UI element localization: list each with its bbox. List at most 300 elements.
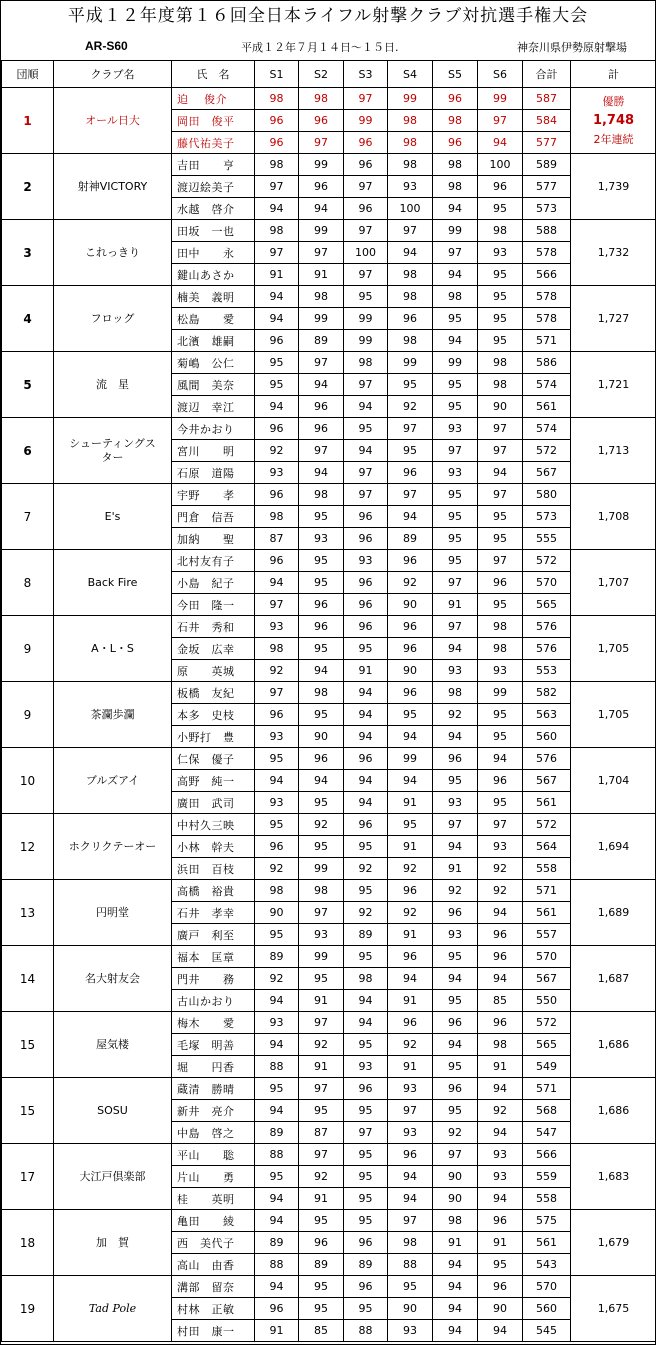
series-score: 90 <box>388 1298 433 1320</box>
series-score: 98 <box>478 638 523 660</box>
shooter-total: 547 <box>523 1122 571 1144</box>
shooter-total: 589 <box>523 154 571 176</box>
series-score: 97 <box>299 902 344 924</box>
series-score: 96 <box>388 946 433 968</box>
header-s2: S2 <box>299 61 344 88</box>
series-score: 96 <box>388 638 433 660</box>
series-score: 97 <box>344 264 388 286</box>
shooter-name: 高橋 裕貴 <box>172 880 255 902</box>
series-score: 95 <box>433 1100 478 1122</box>
team-total: 1,739 <box>597 180 630 193</box>
series-score: 98 <box>478 1034 523 1056</box>
series-score: 94 <box>255 990 299 1012</box>
series-score: 96 <box>433 902 478 924</box>
series-score: 96 <box>478 572 523 594</box>
series-score: 95 <box>433 990 478 1012</box>
series-score: 93 <box>388 1122 433 1144</box>
team-total: 1,686 <box>597 1038 630 1051</box>
series-score: 94 <box>388 1166 433 1188</box>
shooter-total: 560 <box>523 726 571 748</box>
series-score: 97 <box>433 440 478 462</box>
series-score: 95 <box>388 440 433 462</box>
series-score: 95 <box>478 308 523 330</box>
series-score: 95 <box>433 550 478 572</box>
shooter-total: 577 <box>523 176 571 198</box>
series-score: 97 <box>478 110 523 132</box>
shooter-name: 今田 隆一 <box>172 594 255 616</box>
series-score: 93 <box>478 836 523 858</box>
shooter-name: 迫 俊介 <box>172 88 255 110</box>
series-score: 97 <box>344 374 388 396</box>
series-score: 95 <box>255 1166 299 1188</box>
series-score: 97 <box>255 176 299 198</box>
series-score: 96 <box>299 110 344 132</box>
shooter-name: 宮川 明 <box>172 440 255 462</box>
series-score: 94 <box>255 1210 299 1232</box>
series-score: 95 <box>433 396 478 418</box>
series-score: 97 <box>478 440 523 462</box>
club-name: Tad Pole <box>54 1276 172 1342</box>
series-score: 96 <box>255 132 299 154</box>
shooter-total: 568 <box>523 1100 571 1122</box>
team-total-cell <box>571 616 656 682</box>
shooter-name: 毛塚 明善 <box>172 1034 255 1056</box>
series-score: 91 <box>344 660 388 682</box>
series-score: 94 <box>388 1188 433 1210</box>
series-score: 96 <box>344 572 388 594</box>
series-score: 91 <box>388 1056 433 1078</box>
series-score: 99 <box>299 946 344 968</box>
shooter-name: 楠美 義明 <box>172 286 255 308</box>
series-score: 98 <box>388 110 433 132</box>
series-score: 93 <box>344 550 388 572</box>
series-score: 94 <box>388 242 433 264</box>
shooter-total: 571 <box>523 880 571 902</box>
series-score: 98 <box>478 220 523 242</box>
shooter-total: 582 <box>523 682 571 704</box>
series-score: 97 <box>478 550 523 572</box>
series-score: 95 <box>478 594 523 616</box>
series-score: 87 <box>255 528 299 550</box>
shooter-name: 松島 愛 <box>172 308 255 330</box>
series-score: 93 <box>433 792 478 814</box>
club-name: 円明堂 <box>54 880 172 946</box>
shooter-total: 567 <box>523 462 571 484</box>
series-score: 95 <box>478 528 523 550</box>
series-score: 97 <box>433 616 478 638</box>
series-score: 91 <box>388 990 433 1012</box>
series-score: 98 <box>388 264 433 286</box>
header-s5: S5 <box>433 61 478 88</box>
shooter-name: 菊嶋 公仁 <box>172 352 255 374</box>
team-total-cell <box>571 1012 656 1078</box>
series-score: 96 <box>255 330 299 352</box>
series-score: 89 <box>388 528 433 550</box>
series-score: 97 <box>388 484 433 506</box>
series-score: 96 <box>299 396 344 418</box>
series-score: 91 <box>299 264 344 286</box>
series-score: 98 <box>255 506 299 528</box>
series-score: 98 <box>433 1210 478 1232</box>
shooter-total: 555 <box>523 528 571 550</box>
shooter-name: 亀田 綾 <box>172 1210 255 1232</box>
team-total: 1,704 <box>597 774 630 787</box>
team-rank: 1 <box>2 88 54 154</box>
header-club: クラブ名 <box>54 61 172 88</box>
shooter-name: 藤代祐美子 <box>172 132 255 154</box>
club-name: A・L・S <box>54 616 172 682</box>
team-total: 1,689 <box>597 906 630 919</box>
series-score: 95 <box>388 704 433 726</box>
series-score: 92 <box>255 858 299 880</box>
table-row <box>2 748 656 770</box>
series-score: 97 <box>478 484 523 506</box>
series-score: 99 <box>388 88 433 110</box>
series-score: 96 <box>344 132 388 154</box>
series-score: 96 <box>255 110 299 132</box>
shooter-name: 廣戸 利至 <box>172 924 255 946</box>
team-total: 1,707 <box>597 576 630 589</box>
series-score: 98 <box>344 968 388 990</box>
shooter-name: 堀 円香 <box>172 1056 255 1078</box>
series-score: 95 <box>478 506 523 528</box>
series-score: 96 <box>344 748 388 770</box>
series-score: 93 <box>478 660 523 682</box>
shooter-total: 561 <box>523 902 571 924</box>
shooter-name: 岡田 俊平 <box>172 110 255 132</box>
shooter-total: 572 <box>523 550 571 572</box>
series-score: 92 <box>299 1034 344 1056</box>
series-score: 94 <box>344 1012 388 1034</box>
series-score: 97 <box>299 1144 344 1166</box>
series-score: 99 <box>388 748 433 770</box>
series-score: 95 <box>344 880 388 902</box>
series-score: 95 <box>299 836 344 858</box>
event-category: AR-S60 <box>85 39 128 53</box>
team-rank: 19 <box>2 1276 54 1342</box>
shooter-total: 553 <box>523 660 571 682</box>
table-row <box>2 550 656 572</box>
team-total: 1,748 <box>592 113 635 128</box>
series-score: 94 <box>478 132 523 154</box>
series-score: 90 <box>478 1298 523 1320</box>
team-total-cell <box>571 484 656 550</box>
series-score: 96 <box>344 1232 388 1254</box>
series-score: 92 <box>478 1100 523 1122</box>
table-row <box>2 1276 656 1298</box>
series-score: 94 <box>478 1078 523 1100</box>
series-score: 94 <box>344 682 388 704</box>
series-score: 90 <box>478 396 523 418</box>
series-score: 88 <box>344 1320 388 1342</box>
series-score: 90 <box>388 594 433 616</box>
series-score: 96 <box>388 616 433 638</box>
shooter-name: 石井 孝幸 <box>172 902 255 924</box>
series-score: 95 <box>433 770 478 792</box>
series-score: 94 <box>478 968 523 990</box>
series-score: 91 <box>299 990 344 1012</box>
series-score: 95 <box>255 924 299 946</box>
shooter-total: 545 <box>523 1320 571 1342</box>
series-score: 97 <box>388 220 433 242</box>
series-score: 95 <box>255 1078 299 1100</box>
shooter-total: 584 <box>523 110 571 132</box>
team-total: 1,686 <box>597 1104 630 1117</box>
series-score: 92 <box>433 1122 478 1144</box>
shooter-total: 586 <box>523 352 571 374</box>
shooter-total: 576 <box>523 638 571 660</box>
series-score: 100 <box>344 242 388 264</box>
team-rank: 10 <box>2 748 54 814</box>
shooter-name: 石原 道陽 <box>172 462 255 484</box>
team-total-cell <box>571 814 656 880</box>
series-score: 94 <box>299 198 344 220</box>
shooter-total: 558 <box>523 858 571 880</box>
header-name: 氏 名 <box>172 61 255 88</box>
shooter-name: 金坂 広幸 <box>172 638 255 660</box>
series-score: 94 <box>478 1122 523 1144</box>
series-score: 95 <box>299 1100 344 1122</box>
series-score: 96 <box>344 1078 388 1100</box>
series-score: 96 <box>255 836 299 858</box>
series-score: 95 <box>299 704 344 726</box>
series-score: 93 <box>255 792 299 814</box>
series-score: 91 <box>255 264 299 286</box>
series-score: 94 <box>344 726 388 748</box>
series-score: 95 <box>344 1166 388 1188</box>
team-rank: 17 <box>2 1144 54 1210</box>
series-score: 94 <box>344 396 388 418</box>
series-score: 91 <box>255 1320 299 1342</box>
series-score: 95 <box>478 1254 523 1276</box>
series-score: 94 <box>299 660 344 682</box>
series-score: 95 <box>344 418 388 440</box>
series-score: 96 <box>255 704 299 726</box>
series-score: 100 <box>388 198 433 220</box>
series-score: 96 <box>478 1210 523 1232</box>
club-name: E's <box>54 484 172 550</box>
shooter-total: 578 <box>523 242 571 264</box>
shooter-total: 560 <box>523 1298 571 1320</box>
series-score: 85 <box>478 990 523 1012</box>
shooter-total: 576 <box>523 616 571 638</box>
series-score: 95 <box>433 374 478 396</box>
shooter-total: 574 <box>523 374 571 396</box>
series-score: 94 <box>478 462 523 484</box>
series-score: 96 <box>299 1232 344 1254</box>
series-score: 98 <box>255 154 299 176</box>
series-score: 96 <box>299 616 344 638</box>
shooter-name: 北村友有子 <box>172 550 255 572</box>
shooter-name: 田坂 一也 <box>172 220 255 242</box>
series-score: 91 <box>478 1232 523 1254</box>
shooter-name: 桂 英明 <box>172 1188 255 1210</box>
table-row <box>2 682 656 704</box>
series-score: 92 <box>344 858 388 880</box>
series-score: 95 <box>344 1144 388 1166</box>
series-score: 96 <box>478 770 523 792</box>
series-score: 91 <box>478 1056 523 1078</box>
series-score: 97 <box>299 440 344 462</box>
shooter-name: 村田 康一 <box>172 1320 255 1342</box>
shooter-name: 高野 純一 <box>172 770 255 792</box>
series-score: 95 <box>433 506 478 528</box>
series-score: 94 <box>255 572 299 594</box>
series-score: 96 <box>478 924 523 946</box>
series-score: 95 <box>299 968 344 990</box>
team-total-cell <box>571 1210 656 1276</box>
series-score: 98 <box>433 682 478 704</box>
header-team-total: 計 <box>571 61 656 88</box>
series-score: 96 <box>344 1276 388 1298</box>
series-score: 98 <box>478 352 523 374</box>
series-score: 93 <box>299 924 344 946</box>
team-total: 1,713 <box>597 444 630 457</box>
series-score: 96 <box>388 1012 433 1034</box>
header-s4: S4 <box>388 61 433 88</box>
series-score: 96 <box>433 1012 478 1034</box>
series-score: 94 <box>433 968 478 990</box>
series-score: 95 <box>478 330 523 352</box>
team-total: 1,705 <box>597 642 630 655</box>
series-score: 98 <box>478 374 523 396</box>
series-score: 99 <box>299 308 344 330</box>
shooter-name: 板橋 友紀 <box>172 682 255 704</box>
series-score: 96 <box>344 814 388 836</box>
series-score: 95 <box>344 1188 388 1210</box>
series-score: 95 <box>478 792 523 814</box>
club-name: 茶瀾歩瀾 <box>54 682 172 748</box>
team-rank: 12 <box>2 814 54 880</box>
series-score: 93 <box>255 726 299 748</box>
shooter-name: 西 美代子 <box>172 1232 255 1254</box>
series-score: 92 <box>299 1166 344 1188</box>
shooter-total: 572 <box>523 440 571 462</box>
shooter-name: 宇野 孝 <box>172 484 255 506</box>
series-score: 96 <box>299 594 344 616</box>
series-score: 99 <box>344 110 388 132</box>
series-score: 95 <box>478 286 523 308</box>
series-score: 96 <box>433 748 478 770</box>
club-name: 射神VICTORY <box>54 154 172 220</box>
shooter-total: 558 <box>523 1188 571 1210</box>
shooter-name: 梅木 愛 <box>172 1012 255 1034</box>
series-score: 91 <box>388 924 433 946</box>
series-score: 93 <box>344 1056 388 1078</box>
series-score: 97 <box>433 572 478 594</box>
series-score: 94 <box>433 198 478 220</box>
series-score: 96 <box>478 1276 523 1298</box>
shooter-name: 鍵山あさか <box>172 264 255 286</box>
team-total: 1,679 <box>597 1236 630 1249</box>
team-total-cell <box>571 682 656 748</box>
series-score: 89 <box>344 1254 388 1276</box>
series-score: 93 <box>478 1144 523 1166</box>
table-row <box>2 1210 656 1232</box>
shooter-name: 村林 正敏 <box>172 1298 255 1320</box>
series-score: 95 <box>299 1210 344 1232</box>
series-score: 99 <box>388 352 433 374</box>
series-score: 93 <box>478 1166 523 1188</box>
series-score: 93 <box>433 462 478 484</box>
shooter-name: 田中 永 <box>172 242 255 264</box>
team-total-cell <box>571 286 656 352</box>
club-name: ホクリクテーオー <box>54 814 172 880</box>
team-total: 1,721 <box>597 378 630 391</box>
streak-label: 2年連続 <box>593 133 634 146</box>
series-score: 95 <box>344 946 388 968</box>
series-score: 98 <box>478 616 523 638</box>
series-score: 94 <box>299 374 344 396</box>
shooter-total: 574 <box>523 418 571 440</box>
shooter-name: 吉田 亨 <box>172 154 255 176</box>
shooter-total: 564 <box>523 836 571 858</box>
series-score: 98 <box>299 682 344 704</box>
series-score: 87 <box>299 1122 344 1144</box>
shooter-total: 573 <box>523 198 571 220</box>
series-score: 92 <box>388 858 433 880</box>
series-score: 88 <box>388 1254 433 1276</box>
shooter-total: 580 <box>523 484 571 506</box>
series-score: 97 <box>344 462 388 484</box>
series-score: 97 <box>299 1078 344 1100</box>
club-name: SOSU <box>54 1078 172 1144</box>
table-row <box>2 484 656 506</box>
team-total: 1,705 <box>597 708 630 721</box>
header-row <box>2 61 656 88</box>
shooter-total: 565 <box>523 594 571 616</box>
series-score: 97 <box>433 242 478 264</box>
series-score: 92 <box>255 440 299 462</box>
club-name: 流 星 <box>54 352 172 418</box>
series-score: 98 <box>388 330 433 352</box>
series-score: 98 <box>433 286 478 308</box>
team-rank: 8 <box>2 550 54 616</box>
shooter-total: 565 <box>523 1034 571 1056</box>
shooter-name: 片山 勇 <box>172 1166 255 1188</box>
series-score: 89 <box>299 330 344 352</box>
series-score: 98 <box>388 286 433 308</box>
series-score: 99 <box>433 352 478 374</box>
shooter-total: 566 <box>523 264 571 286</box>
series-score: 94 <box>433 836 478 858</box>
series-score: 96 <box>299 418 344 440</box>
results-body <box>2 88 656 1342</box>
series-score: 98 <box>388 132 433 154</box>
shooter-total: 543 <box>523 1254 571 1276</box>
series-score: 96 <box>433 88 478 110</box>
shooter-total: 566 <box>523 1144 571 1166</box>
shooter-total: 561 <box>523 1232 571 1254</box>
shooter-name: 蔵清 勝晴 <box>172 1078 255 1100</box>
series-score: 94 <box>344 704 388 726</box>
series-score: 92 <box>299 814 344 836</box>
series-score: 91 <box>388 836 433 858</box>
header-sum: 合計 <box>523 61 571 88</box>
shooter-name: 原 英城 <box>172 660 255 682</box>
series-score: 95 <box>299 1298 344 1320</box>
shooter-total: 576 <box>523 748 571 770</box>
series-score: 95 <box>299 792 344 814</box>
team-rank: 13 <box>2 880 54 946</box>
shooter-total: 557 <box>523 924 571 946</box>
series-score: 94 <box>478 1320 523 1342</box>
series-score: 99 <box>478 88 523 110</box>
series-score: 100 <box>478 154 523 176</box>
series-score: 97 <box>299 132 344 154</box>
table-row <box>2 1144 656 1166</box>
series-score: 94 <box>388 770 433 792</box>
